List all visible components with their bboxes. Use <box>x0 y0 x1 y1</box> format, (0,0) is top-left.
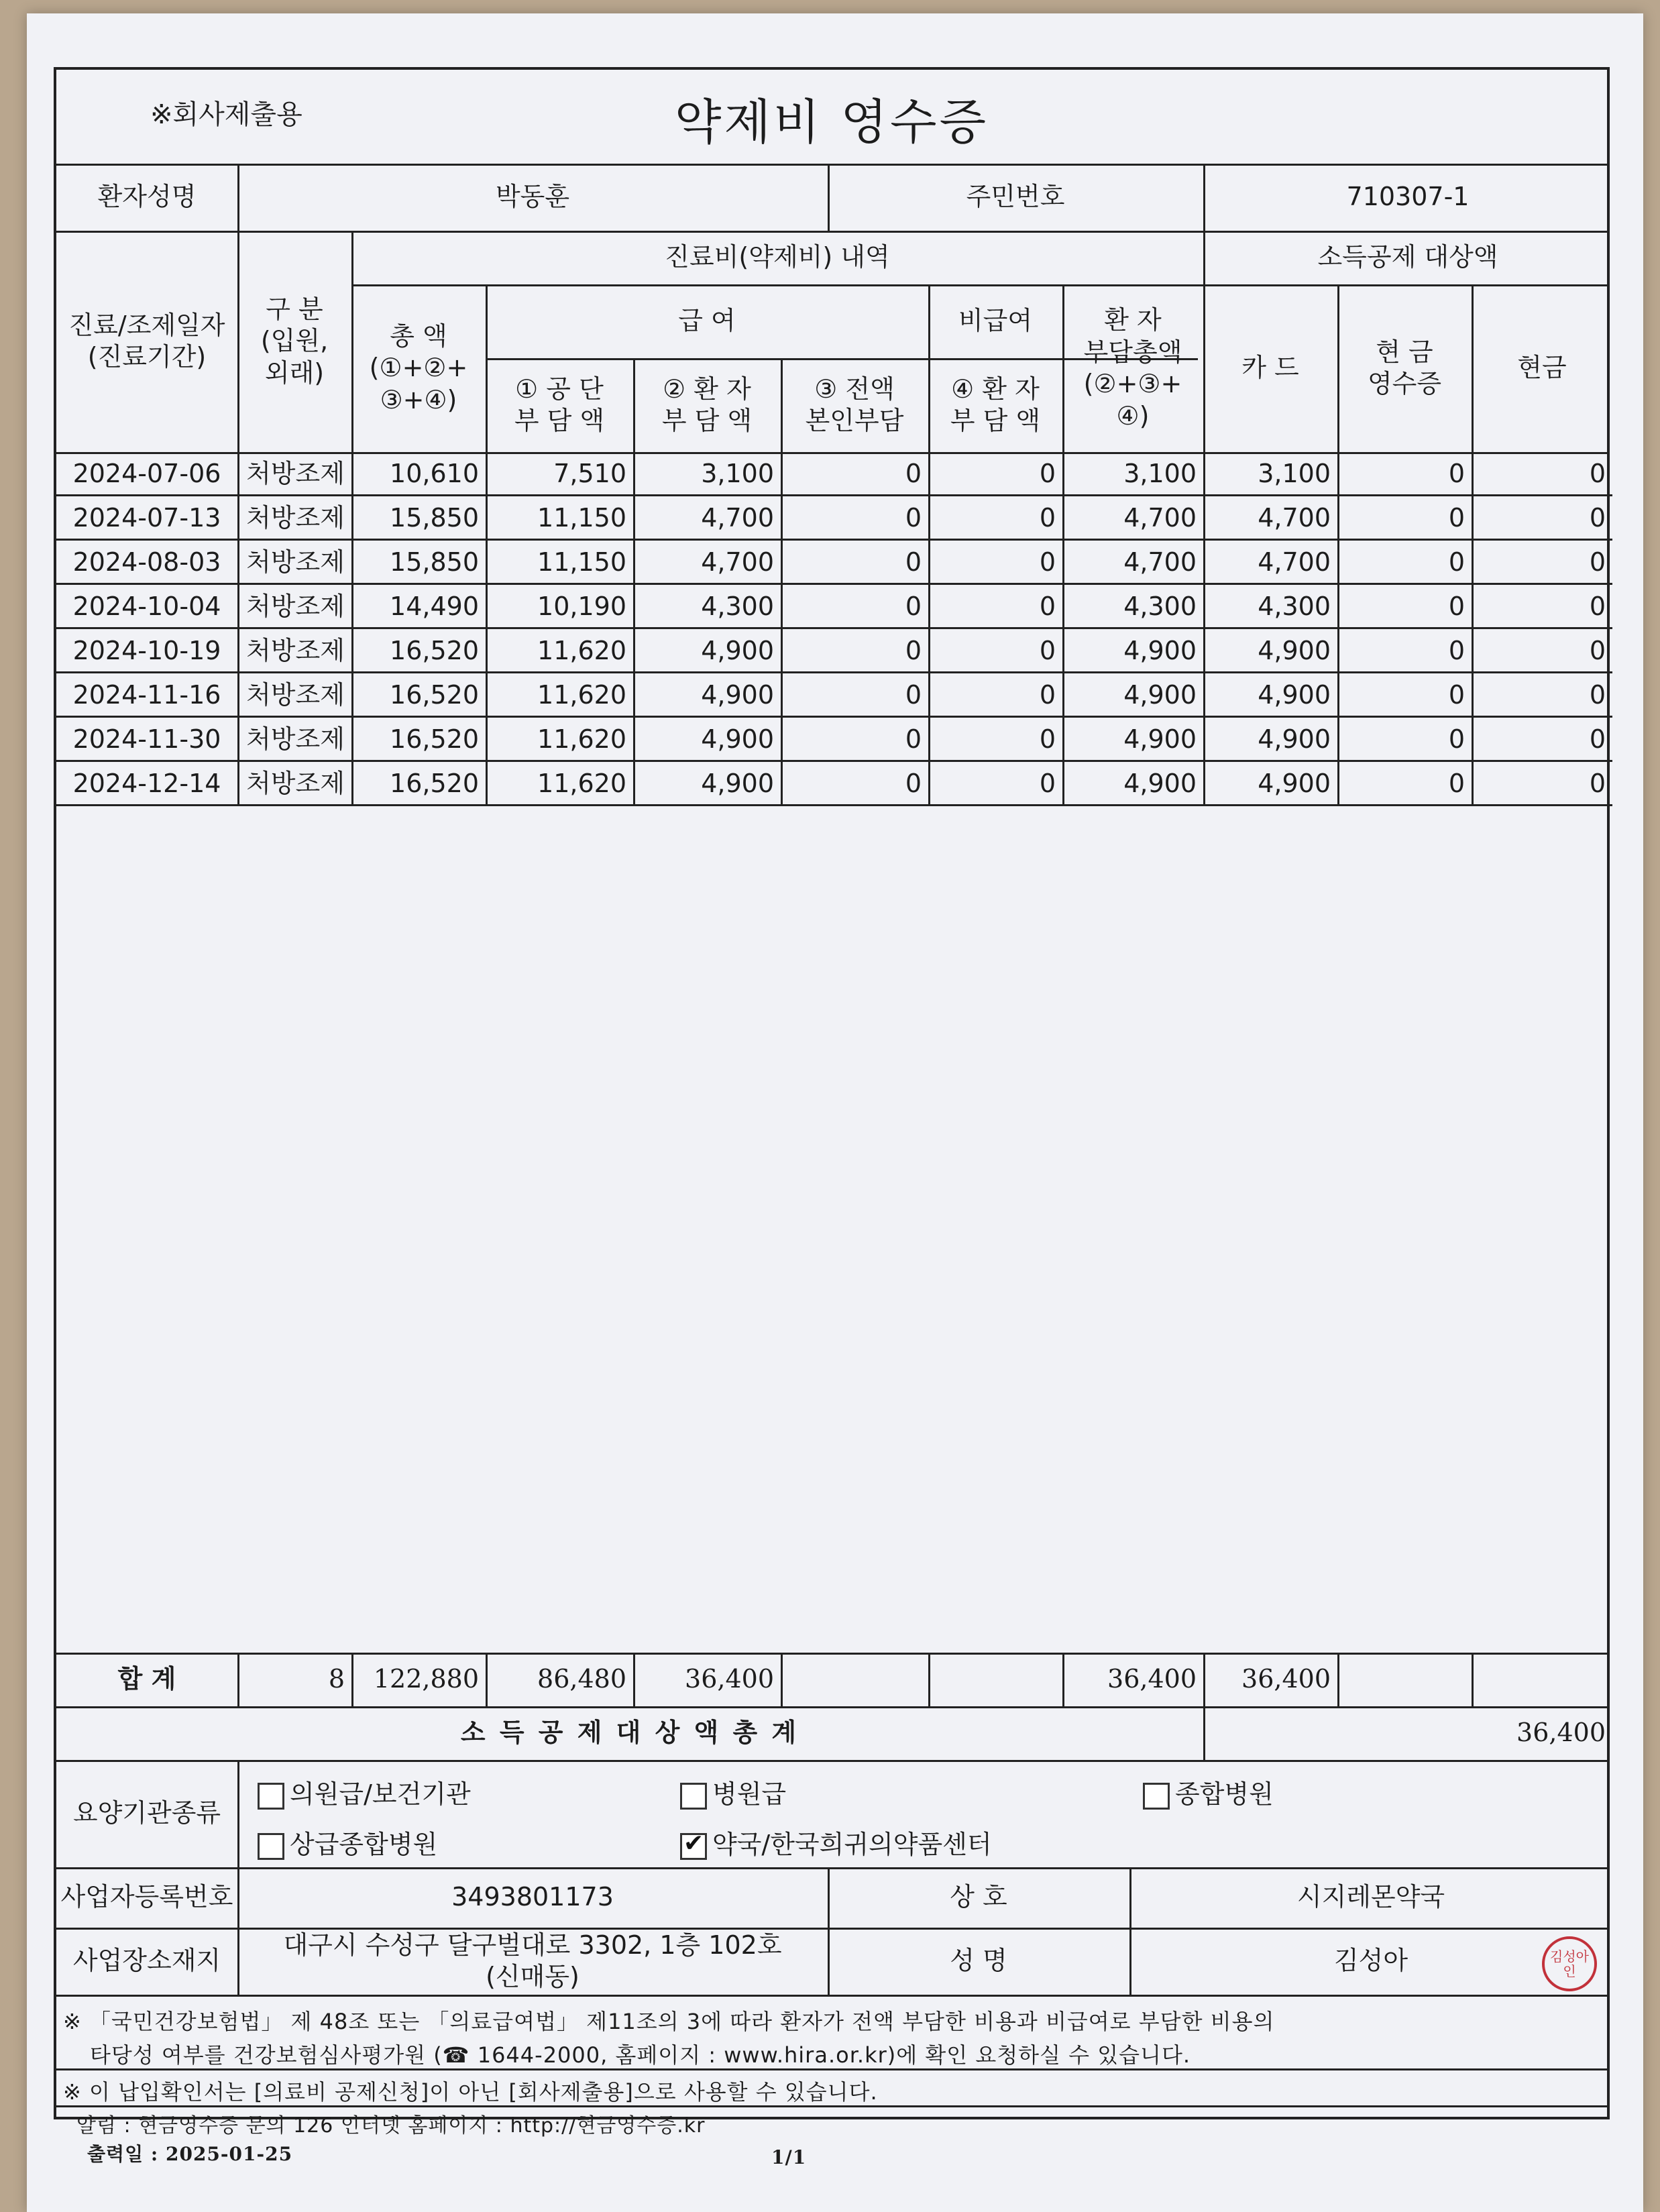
row-cell-full: 0 <box>781 673 928 718</box>
header-patient-share: ② 환 자 부 담 액 <box>661 374 753 435</box>
row-cell-total: 16,520 <box>351 762 486 806</box>
row-cell-type: 처방조제 <box>237 452 351 496</box>
row-cell-cashrc: 0 <box>1337 673 1472 718</box>
row-cell-type: 처방조제 <box>237 496 351 541</box>
note-line-2: 타당성 여부를 건강보험심사평가원 (☎ 1644-2000, 홈페이지 : www.hira.or.kr)에 확인 요청하실 수 있습니다. <box>90 2042 1191 2068</box>
header-cash-receipt: 현 금 영수증 <box>1367 337 1442 398</box>
business-name: 시지레몬약국 <box>1296 1882 1445 1912</box>
totals-patient: 36,400 <box>685 1664 774 1694</box>
table-row <box>56 585 1612 629</box>
row-cell-public: 11,620 <box>486 673 633 718</box>
row-cell-card: 4,900 <box>1203 629 1337 673</box>
row-cell-type: 처방조제 <box>237 541 351 585</box>
row-cell-ptotal: 4,900 <box>1062 629 1203 673</box>
header-public: ① 공 단 부 담 액 <box>514 374 605 435</box>
row-cell-type: 처방조제 <box>237 762 351 806</box>
checkbox-hospital[interactable] <box>680 1783 707 1810</box>
totals-patient-total: 36,400 <box>1107 1664 1197 1694</box>
row-cell-noncov: 0 <box>928 673 1062 718</box>
header-noncovered-patient: ④ 환 자 부 담 액 <box>950 374 1041 435</box>
id-number-label: 주민번호 <box>966 182 1065 212</box>
business-reg-number: 3493801173 <box>451 1882 614 1912</box>
table-row <box>56 718 1612 762</box>
row-cell-cash: 0 <box>1472 541 1612 585</box>
receipt-frame <box>54 67 1610 2138</box>
institution-option-hospital[interactable]: 병원급 <box>680 1773 786 1810</box>
table-row <box>56 496 1612 541</box>
totals-card: 36,400 <box>1241 1664 1331 1694</box>
row-cell-noncov: 0 <box>928 762 1062 806</box>
row-cell-ptotal: 4,700 <box>1062 496 1203 541</box>
header-patient-total: 환 자 부담총액 (②+③+ ④) <box>1083 305 1182 431</box>
table-row <box>56 452 1612 496</box>
row-cell-card: 3,100 <box>1203 452 1337 496</box>
row-cell-cash: 0 <box>1472 452 1612 496</box>
checkbox-tertiary-hospital[interactable] <box>258 1833 284 1860</box>
table-row <box>56 673 1612 718</box>
institution-type-label: 요양기관종류 <box>72 1798 221 1828</box>
row-cell-ptotal: 4,900 <box>1062 762 1203 806</box>
row-cell-total: 16,520 <box>351 718 486 762</box>
row-cell-patient: 4,900 <box>633 718 781 762</box>
row-cell-ptotal: 4,300 <box>1062 585 1203 629</box>
row-cell-public: 11,150 <box>486 541 633 585</box>
row-cell-cash: 0 <box>1472 673 1612 718</box>
deduction-total-label: 소 득 공 제 대 상 액 총 계 <box>460 1718 799 1748</box>
row-cell-noncov: 0 <box>928 629 1062 673</box>
header-covered: 급 여 <box>678 306 736 336</box>
row-cell-patient: 4,300 <box>633 585 781 629</box>
institution-option-clinic[interactable]: 의원급/보건기관 <box>258 1773 471 1810</box>
row-cell-type: 처방조제 <box>237 718 351 762</box>
id-number: 710307-1 <box>1346 182 1470 212</box>
checkbox-pharmacy[interactable] <box>680 1833 707 1860</box>
row-cell-ptotal: 3,100 <box>1062 452 1203 496</box>
representative-label: 성 명 <box>950 1946 1007 1976</box>
row-cell-full: 0 <box>781 718 928 762</box>
business-address <box>237 1928 828 1995</box>
totals-count: 8 <box>328 1664 345 1694</box>
totals-label: 합 계 <box>117 1664 176 1694</box>
row-cell-card: 4,300 <box>1203 585 1337 629</box>
header-total: 총 액 (①+②+ ③+④) <box>369 321 468 414</box>
row-cell-total: 16,520 <box>351 673 486 718</box>
row-cell-total: 15,850 <box>351 541 486 585</box>
header-section: 진료비(약제비) 내역 <box>665 242 890 272</box>
business-reg-label: 사업자등록번호 <box>60 1882 233 1912</box>
row-cell-type: 처방조제 <box>237 673 351 718</box>
row-cell-total: 14,490 <box>351 585 486 629</box>
business-name-label: 상 호 <box>950 1882 1007 1912</box>
note-line-3: ※ 이 납입확인서는 [의료비 공제신청]이 아닌 [회사제출용]으로 사용할 수 있습니다. <box>63 2079 878 2105</box>
row-cell-cashrc: 0 <box>1337 452 1472 496</box>
row-cell-type: 처방조제 <box>237 585 351 629</box>
note-line-4: 알림 : 현금영수증 문의 126 인터넷 홈페이지 : http://현금영수증.kr <box>76 2114 706 2138</box>
row-cell-patient: 4,700 <box>633 541 781 585</box>
row-cell-full: 0 <box>781 585 928 629</box>
institution-option-pharmacy[interactable]: ✔ 약국/한국희귀의약품센터 <box>680 1824 992 1861</box>
row-cell-patient: 4,700 <box>633 496 781 541</box>
row-cell-cash: 0 <box>1472 629 1612 673</box>
row-cell-cashrc: 0 <box>1337 496 1472 541</box>
row-cell-patient: 4,900 <box>633 762 781 806</box>
row-cell-cash: 0 <box>1472 585 1612 629</box>
row-cell-card: 4,900 <box>1203 762 1337 806</box>
row-cell-card: 4,900 <box>1203 673 1337 718</box>
row-cell-cash: 0 <box>1472 762 1612 806</box>
row-cell-card: 4,900 <box>1203 718 1337 762</box>
row-cell-full: 0 <box>781 762 928 806</box>
row-cell-ptotal: 4,700 <box>1062 541 1203 585</box>
header-category: 구 분 (입원, 외래) <box>260 294 329 388</box>
row-cell-total: 16,520 <box>351 629 486 673</box>
row-cell-date: 2024-11-30 <box>72 724 221 755</box>
row-cell-noncov: 0 <box>928 585 1062 629</box>
row-cell-full: 0 <box>781 452 928 496</box>
representative-name: 김성아 <box>1333 1946 1408 1976</box>
address-line-2: (신매동) <box>486 1962 579 1991</box>
row-cell-noncov: 0 <box>928 452 1062 496</box>
row-cell-public: 11,620 <box>486 629 633 673</box>
header-deduction: 소득공제 대상액 <box>1317 242 1498 272</box>
row-cell-patient: 3,100 <box>633 452 781 496</box>
row-cell-type: 처방조제 <box>237 629 351 673</box>
row-cell-date: 2024-07-06 <box>72 459 221 489</box>
row-cell-public: 11,150 <box>486 496 633 541</box>
row-cell-cashrc: 0 <box>1337 762 1472 806</box>
row-cell-date: 2024-10-04 <box>72 592 221 622</box>
row-cell-full: 0 <box>781 541 928 585</box>
page-number: 1/1 <box>771 2146 807 2168</box>
row-cell-public: 11,620 <box>486 718 633 762</box>
row-cell-full: 0 <box>781 629 928 673</box>
row-cell-noncov: 0 <box>928 718 1062 762</box>
totals-public: 86,480 <box>537 1664 626 1694</box>
row-cell-cashrc: 0 <box>1337 629 1472 673</box>
row-cell-full: 0 <box>781 496 928 541</box>
row-cell-total: 10,610 <box>351 452 486 496</box>
row-cell-cashrc: 0 <box>1337 585 1472 629</box>
checkbox-clinic[interactable] <box>258 1783 284 1810</box>
print-date: 출력일 : 2025-01-25 <box>87 2143 293 2165</box>
row-cell-cashrc: 0 <box>1337 718 1472 762</box>
header-cash: 현금 <box>1517 353 1567 383</box>
row-cell-date: 2024-11-16 <box>72 680 221 710</box>
row-cell-date: 2024-12-14 <box>72 769 221 799</box>
table-row <box>56 629 1612 673</box>
receipt-paper <box>27 13 1643 2212</box>
row-cell-patient: 4,900 <box>633 673 781 718</box>
institution-option-general-hospital[interactable]: 종합병원 <box>1143 1773 1274 1810</box>
patient-name: 박동훈 <box>495 182 570 212</box>
deduction-total-value: 36,400 <box>1516 1718 1606 1748</box>
totals-total: 122,880 <box>373 1664 479 1694</box>
row-cell-cash: 0 <box>1472 718 1612 762</box>
row-cell-card: 4,700 <box>1203 541 1337 585</box>
table-row <box>56 762 1612 806</box>
note-line-1: ※ 「국민건강보험법」 제 48조 또는 「의료급여법」 제11조의 3에 따라 환자가 전액 부담한 비용과 비급여로 부담한 비용의 <box>63 2009 1275 2034</box>
company-submission-note: ※회사제출용 <box>150 99 302 130</box>
header-full-self: ③ 전액 본인부담 <box>805 374 904 435</box>
row-cell-noncov: 0 <box>928 496 1062 541</box>
institution-option-tertiary-hospital[interactable]: 상급종합병원 <box>258 1824 437 1861</box>
document-title: 약제비 영수증 <box>674 94 989 150</box>
row-cell-noncov: 0 <box>928 541 1062 585</box>
row-cell-public: 7,510 <box>486 452 633 496</box>
row-cell-total: 15,850 <box>351 496 486 541</box>
table-row <box>56 541 1612 585</box>
patient-name-label: 환자성명 <box>97 182 197 212</box>
header-noncovered: 비급여 <box>958 306 1033 336</box>
checkbox-general-hospital[interactable] <box>1143 1783 1170 1810</box>
row-cell-ptotal: 4,900 <box>1062 718 1203 762</box>
seal-stamp: 김성아인 <box>1542 1936 1597 1991</box>
row-cell-public: 11,620 <box>486 762 633 806</box>
row-cell-card: 4,700 <box>1203 496 1337 541</box>
row-cell-date: 2024-10-19 <box>72 636 221 666</box>
address-line-1: 대구시 수성구 달구벌대로 3302, 1층 102호 <box>283 1930 782 1960</box>
header-date: 진료/조제일자 (진료기간) <box>68 310 225 372</box>
row-cell-patient: 4,900 <box>633 629 781 673</box>
row-cell-cashrc: 0 <box>1337 541 1472 585</box>
row-cell-date: 2024-08-03 <box>72 547 221 577</box>
row-cell-cash: 0 <box>1472 496 1612 541</box>
row-cell-date: 2024-07-13 <box>72 503 221 533</box>
business-address-label: 사업장소재지 <box>72 1946 221 1976</box>
row-cell-public: 10,190 <box>486 585 633 629</box>
header-card: 카 드 <box>1241 353 1299 383</box>
row-cell-ptotal: 4,900 <box>1062 673 1203 718</box>
